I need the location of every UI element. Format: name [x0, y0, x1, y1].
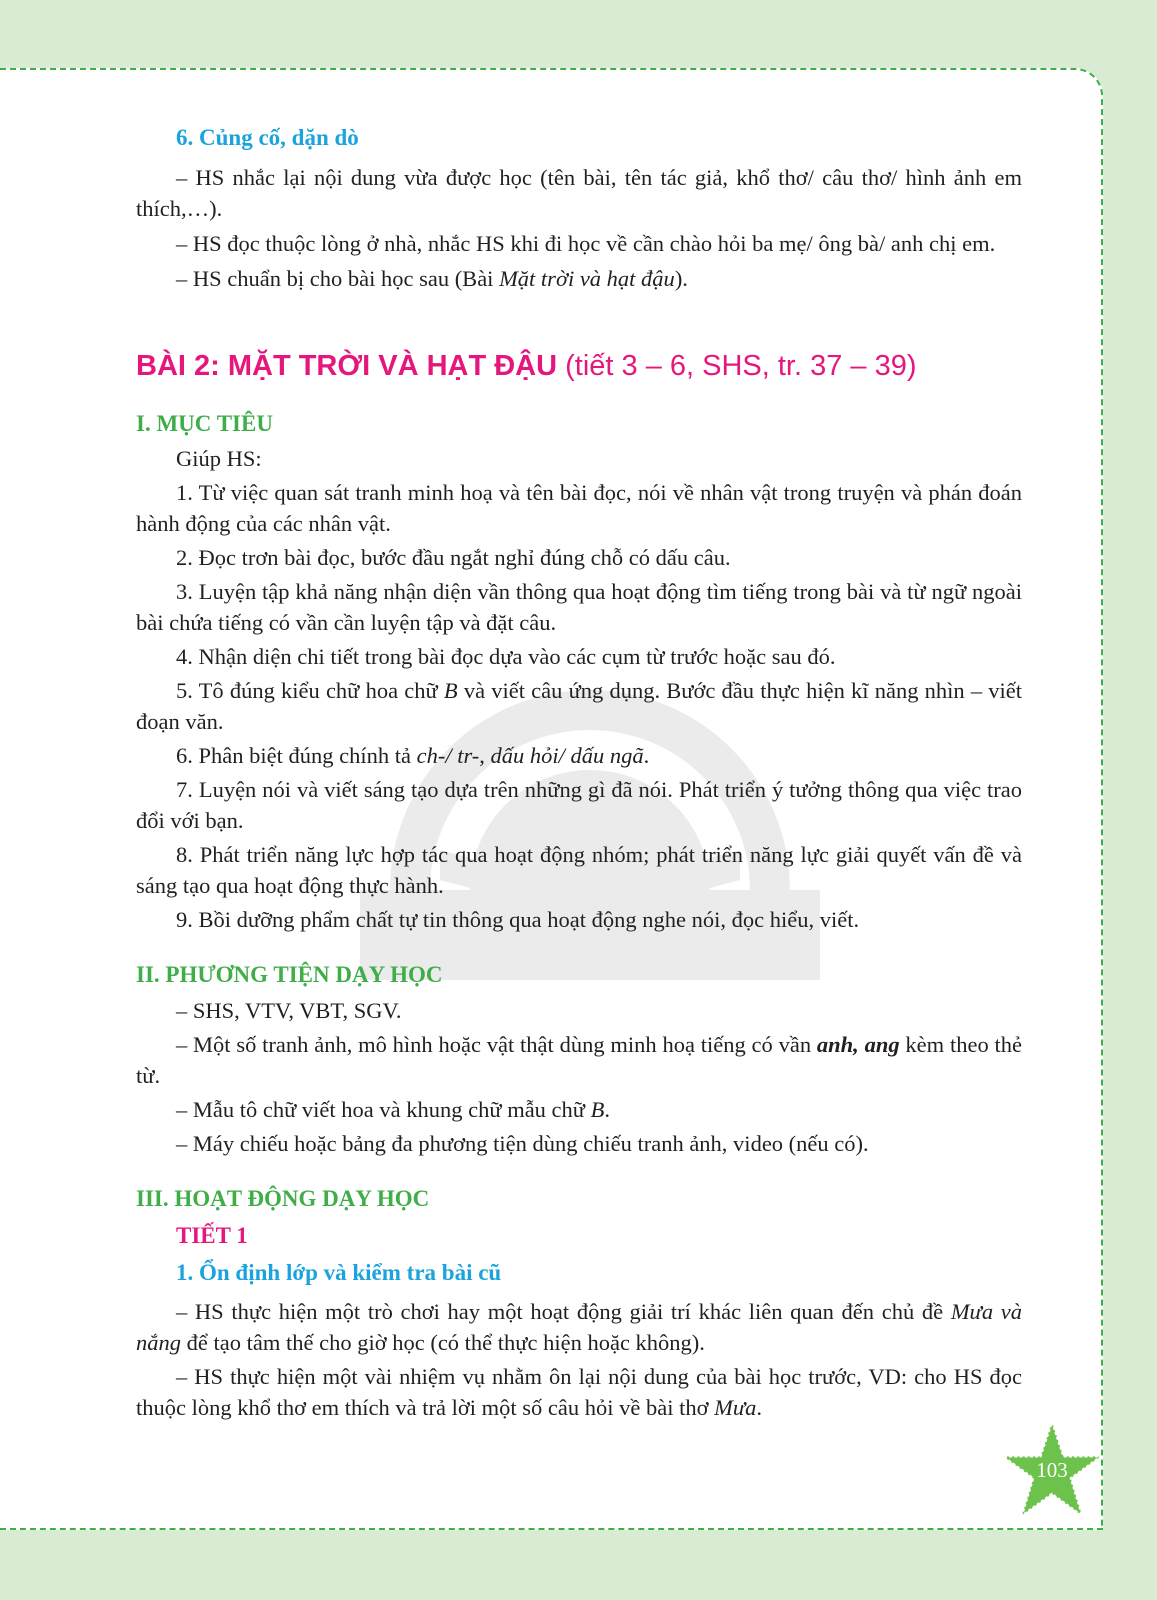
period-heading: TIẾT 1 [176, 1223, 248, 1248]
goals-heading: I. MỤC TIÊU [136, 411, 273, 436]
section-heading-consolidation: 6. Củng cố, dặn dò [176, 125, 359, 150]
activity-subheading-1: 1. Ổn định lớp và kiểm tra bài cũ [176, 1260, 502, 1285]
activity-item-1: – HS thực hiện một trò chơi hay một hoạt động giải trí khác liên quan đến chủ đề Mưa và nắng để tạo tâm thế cho giờ học (có thể thực hiện hoặc không). [136, 1299, 1022, 1355]
lesson-title: BÀI 2: MẶT TRỜI VÀ HẠT ĐẬU (tiết 3 – 6, SHS, tr. 37 – 39) [136, 350, 917, 382]
consolidation-item-1: – HS nhắc lại nội dung vừa được học (tên bài, tên tác giả, khổ thơ/ câu thơ/ hình ảnh em thích,…). [136, 165, 1022, 221]
means-heading: II. PHƯƠNG TIỆN DẠY HỌC [136, 962, 443, 987]
means-item-1: – SHS, VTV, VBT, SGV. [176, 998, 402, 1023]
goal-item-6: 6. Phân biệt đúng chính tả ch-/ tr-, dấu hỏi/ dấu ngã. [176, 743, 650, 768]
means-item-4: – Máy chiếu hoặc bảng đa phương tiện dùng chiếu tranh ảnh, video (nếu có). [176, 1131, 869, 1156]
goal-item-1: 1. Từ việc quan sát tranh minh hoạ và tên bài đọc, nói về nhân vật trong truyện và phán đoán hành động của các nhân vật. [136, 480, 1022, 536]
page-number: 103 [1036, 1458, 1068, 1482]
goal-item-7: 7. Luyện nói và viết sáng tạo dựa trên những gì đã nói. Phát triển ý tưởng thông qua việc trao đổi với bạn. [136, 777, 1022, 833]
activities-heading: III. HOẠT ĐỘNG DẠY HỌC [136, 1186, 430, 1211]
means-item-3: – Mẫu tô chữ viết hoa và khung chữ mẫu chữ B. [176, 1097, 610, 1122]
activity-item-2: – HS thực hiện một vài nhiệm vụ nhằm ôn lại nội dung của bài học trước, VD: cho HS đọc thuộc lòng khổ thơ em thích và trả lời một số câu hỏi về bài thơ Mưa. [136, 1364, 1022, 1420]
goal-item-4: 4. Nhận diện chi tiết trong bài đọc dựa vào các cụm từ trước hoặc sau đó. [176, 644, 836, 669]
goal-item-9: 9. Bồi dưỡng phẩm chất tự tin thông qua hoạt động nghe nói, đọc hiểu, viết. [176, 907, 860, 932]
goal-item-5: 5. Tô đúng kiểu chữ hoa chữ B và viết câu ứng dụng. Bước đầu thực hiện kĩ năng nhìn – viết đoạn văn. [136, 678, 1022, 734]
means-item-2: – Một số tranh ảnh, mô hình hoặc vật thật dùng minh hoạ tiếng có vần anh, ang kèm theo thẻ từ. [136, 1032, 1023, 1088]
consolidation-item-3: – HS chuẩn bị cho bài học sau (Bài Mặt trời và hạt đậu). [176, 266, 688, 291]
goal-item-3: 3. Luyện tập khả năng nhận diện vần thông qua hoạt động tìm tiếng trong bài và từ ngữ ngoài bài chứa tiếng có vần cần luyện tập và đặt câu. [136, 579, 1022, 635]
goals-intro: Giúp HS: [176, 446, 262, 471]
goal-item-8: 8. Phát triển năng lực hợp tác qua hoạt động nhóm; phát triển năng lực giải quyết vấn đề và sáng tạo qua hoạt động thực hành. [136, 842, 1022, 898]
consolidation-item-2: – HS đọc thuộc lòng ở nhà, nhắc HS khi đi học về cần chào hỏi ba mẹ/ ông bà/ anh chị em. [176, 231, 996, 256]
goal-item-2: 2. Đọc trơn bài đọc, bước đầu ngắt nghỉ đúng chỗ có dấu câu. [176, 545, 731, 570]
page-content [136, 122, 1022, 1423]
